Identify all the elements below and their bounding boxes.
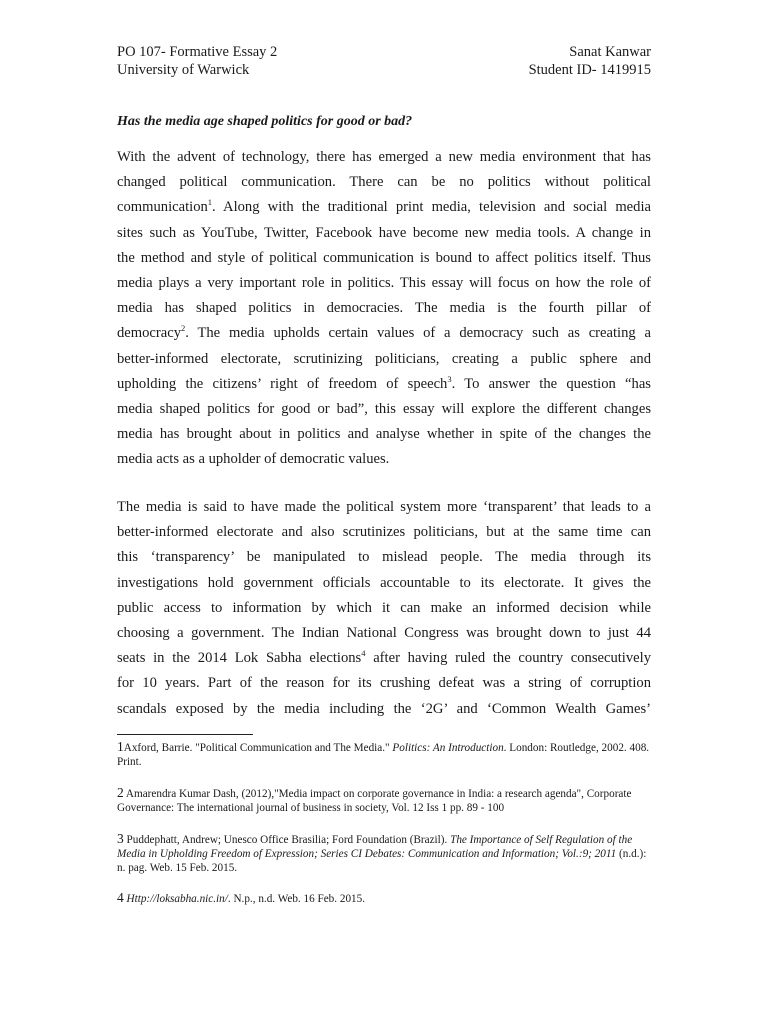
paragraph-line: media shaped politics for good or bad”, this essay will explore the different changes (117, 401, 651, 418)
line-text: . To answer the question “has (451, 375, 651, 392)
paragraph-line: public access to information by which it can make an informed decision while (117, 599, 651, 616)
footnote-number: 2 (117, 785, 124, 800)
footnote-text: (n.d.): n. pag. Web. 15 Feb. 2015. (117, 848, 647, 874)
footnote-text: Axford, Barrie. "Political Communication and The Media." (123, 742, 393, 754)
essay-title: Has the media age shaped politics for good or bad? (117, 114, 413, 129)
footnote-text: . London: Routledge, 2002. 408. Print. (117, 742, 650, 768)
footnote-ref-4: 4 (361, 648, 366, 659)
author-name: Sanat Kanwar (569, 44, 651, 60)
paragraph-line: better-informed electorate, scrutinizing politicians, creating a public sphere and (117, 350, 651, 367)
paragraph-line: The media is said to have made the political system more ‘transparent’ that leads to a (117, 499, 651, 515)
paragraph-line: changed political communication. There can be no politics without political (117, 174, 651, 191)
paragraph-line (117, 195, 651, 220)
footnote-3 (117, 832, 657, 875)
paragraph-line: investigations hold government officials accountable to its electorate. It gives the (117, 574, 651, 591)
paragraph-line: for 10 years. Part of the reason for its crushing defeat was a string of corruption (117, 675, 651, 692)
paragraph-2 (117, 495, 651, 722)
footnote-ref-2: 2 (181, 323, 186, 334)
university-name: University of Warwick (117, 62, 250, 78)
paragraph-line: media acts as a upholder of democratic values. (117, 451, 390, 468)
footnote-italic: Politics: An Introduction (392, 742, 504, 754)
footnote-text: . N.p., n.d. Web. 16 Feb. 2015. (227, 893, 366, 905)
footnote-text: Amarendra Kumar Dash, (2012),"Media impact on corporate governance in India: a research agenda", Corporate Governance: The international journal of business in society, Vol. 12 Iss 1 pp. 89 - 100 (117, 788, 632, 814)
footnote-number: 4 (117, 890, 124, 905)
footnote-1 (117, 740, 657, 769)
paragraph-line: sites such as YouTube, Twitter, Facebook have become new media tools. A change in (117, 224, 651, 241)
line-text: . Along with the traditional print media, television and social media (212, 199, 651, 216)
paragraph-line (117, 321, 651, 346)
line-text: democracy (117, 325, 182, 342)
footnote-text: Puddephatt, Andrew; Unesco Office Brasilia; Ford Foundation (Brazil). (123, 834, 451, 846)
line-text: upholding the citizens’ right of freedom of speech (117, 375, 448, 392)
line-text: after having ruled the country consecutively (365, 650, 651, 667)
line-text: seats in the 2014 Lok Sabha elections (117, 650, 362, 667)
footnote-link: Http://loksabha.nic.in/ (126, 893, 228, 905)
footnote-number: 1 (117, 739, 124, 754)
paragraph-line (117, 646, 651, 671)
line-text: . The media upholds certain values of a democracy such as creating a (185, 325, 651, 342)
footnote-4 (117, 891, 657, 906)
paragraph-line: this ‘transparency’ be manipulated to mislead people. The media through its (117, 549, 651, 566)
paragraph-line: media has brought about in politics and analyse whether in spite of the changes the (117, 426, 651, 443)
footnote-italic: The Importance of Self Regulation of the Media in Upholding Freedom of Expression; Series CI Debates: Communication and Information; Vol.:9; 2011 (117, 834, 633, 860)
paragraph-line: choosing a government. The Indian National Congress was brought down to just 44 (117, 625, 651, 642)
paragraph-line (117, 372, 651, 397)
paragraph-line: better-informed electorate and also scrutinizes politicians, but at the same time can (117, 524, 651, 541)
footnote-divider (117, 734, 253, 735)
paragraph-line: media plays a very important role in politics. This essay will focus on how the role of (117, 275, 651, 292)
paragraph-line: media has shaped politics in democracies. The media is the fourth pillar of (117, 300, 651, 317)
footnote-ref-1: 1 (207, 197, 213, 208)
paragraph-line: scandals exposed by the media including the ‘2G’ and ‘Common Wealth Games’ (117, 700, 651, 717)
course-title: PO 107- Formative Essay 2 (117, 44, 278, 60)
paragraph-line: the method and style of political communication is bound to affect politics itself. Thus (117, 249, 651, 266)
footnote-ref-3: 3 (447, 373, 452, 384)
footnote-number: 3 (117, 831, 124, 846)
paragraph-1 (117, 145, 651, 473)
footnote-2 (117, 786, 657, 815)
line-text: communication (117, 199, 208, 216)
student-id: Student ID- 1419915 (528, 62, 651, 78)
paragraph-line: With the advent of technology, there has emerged a new media environment that has (117, 149, 651, 165)
